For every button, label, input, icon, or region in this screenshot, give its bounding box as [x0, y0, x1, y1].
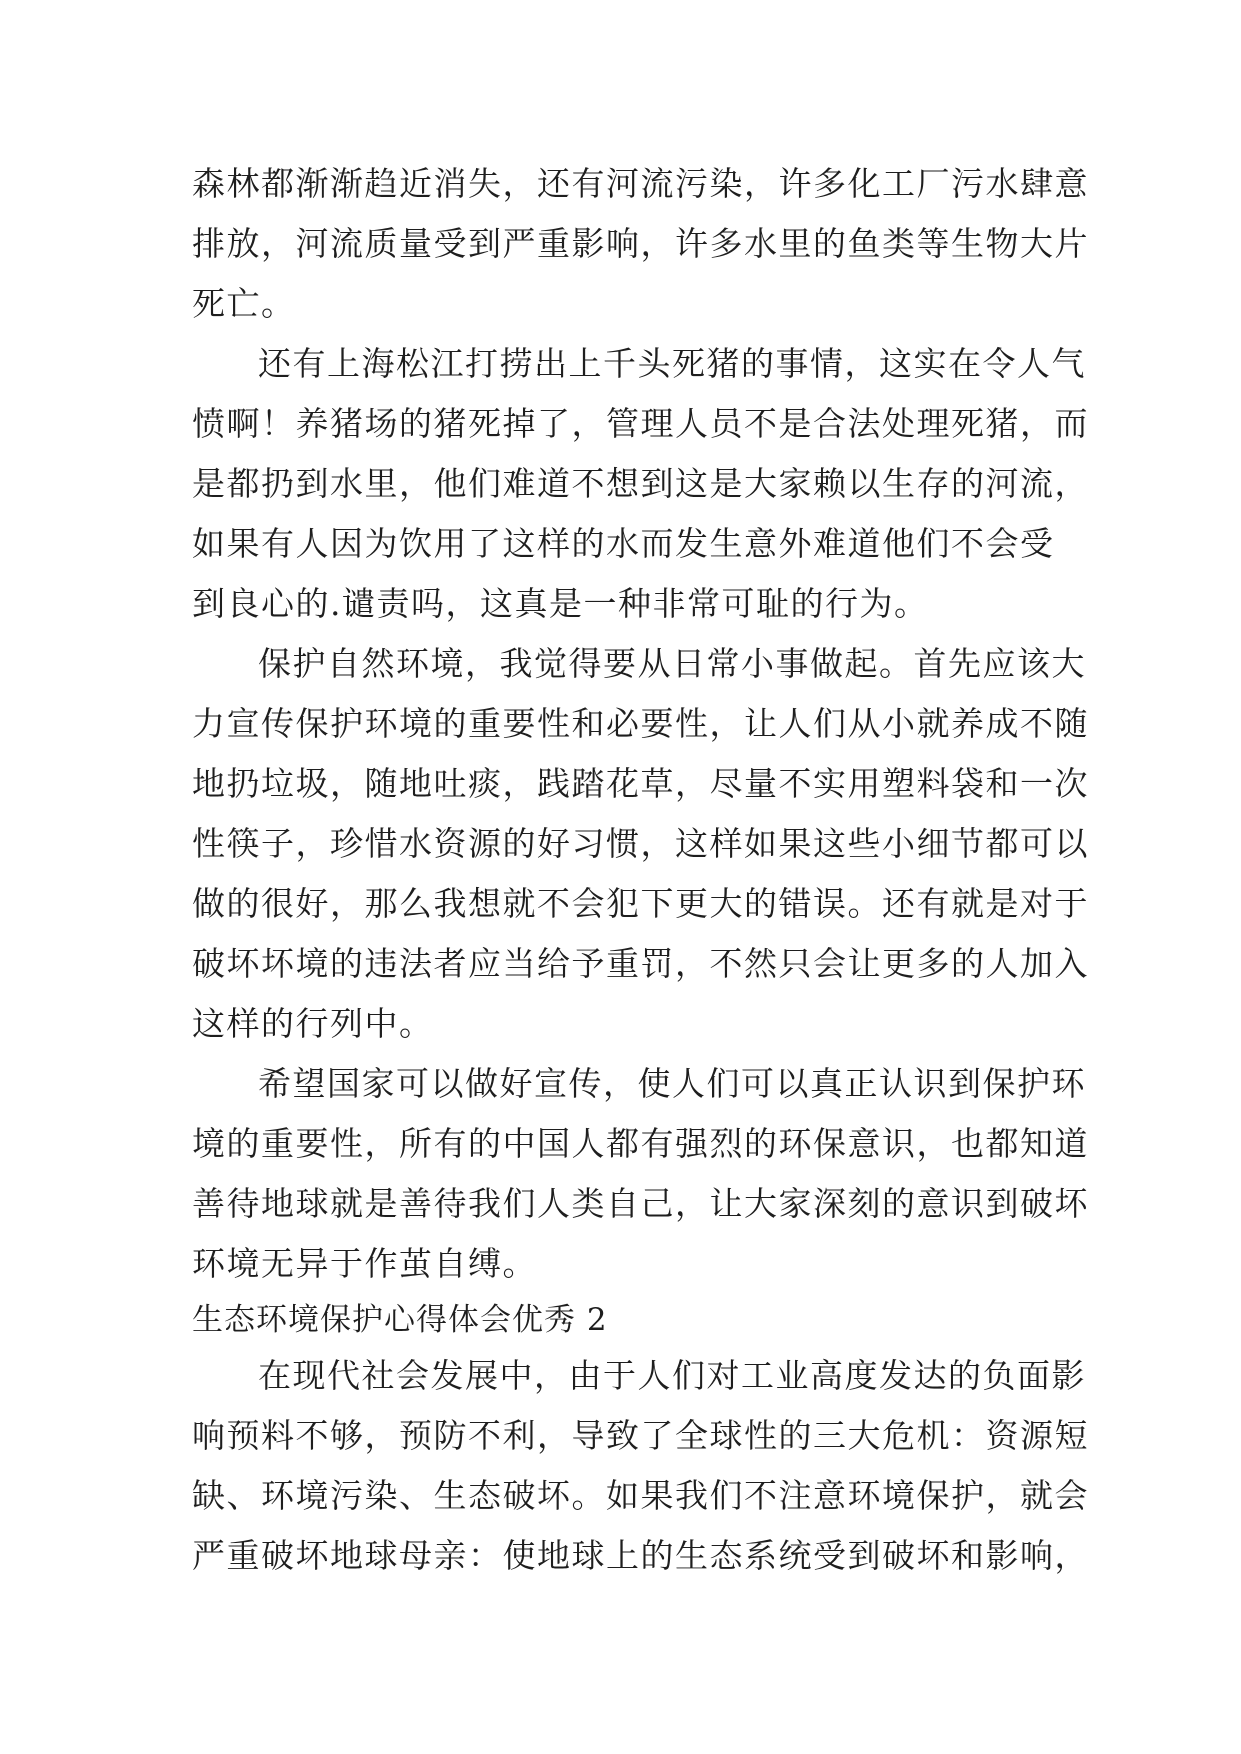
text-line: 到良心的.谴责吗，这真是一种非常可耻的行为。: [192, 584, 929, 623]
text-line: 希望国家可以做好宣传，使人们可以真正认识到保护环: [258, 1064, 1086, 1103]
text-line: 缺、环境污染、生态破坏。如果我们不注意环境保护，就会: [192, 1476, 1089, 1515]
text-line: 是都扔到水里，他们难道不想到这是大家赖以生存的河流，: [192, 464, 1089, 503]
text-line: 力宣传保护环境的重要性和必要性，让人们从小就养成不随: [192, 704, 1089, 743]
document-page: [192, 154, 1089, 1586]
paragraph-5: [192, 1346, 1089, 1586]
text-line: 地扔垃圾，随地吐痰，践踏花草，尽量不实用塑料袋和一次: [192, 764, 1089, 803]
section-heading: 生态环境保护心得体会优秀 2: [192, 1302, 608, 1338]
text-line: 还有上海松江打捞出上千头死猪的事情，这实在令人气: [258, 344, 1086, 383]
text-line: 死亡。: [192, 284, 296, 323]
text-line: 做的很好，那么我想就不会犯下更大的错误。还有就是对于: [192, 884, 1089, 923]
paragraph-1: [192, 154, 1089, 334]
text-line: 如果有人因为饮用了这样的水而发生意外难道他们不会受: [192, 524, 1055, 563]
text-line: 保护自然环境，我觉得要从日常小事做起。首先应该大: [258, 644, 1086, 683]
paragraph-4: [192, 1054, 1089, 1294]
paragraph-2: [192, 334, 1089, 634]
text-line: 善待地球就是善待我们人类自己，让大家深刻的意识到破坏: [192, 1184, 1089, 1223]
paragraph-3: [192, 634, 1089, 1054]
text-line: 森林都渐渐趋近消失，还有河流污染，许多化工厂污水肆意: [192, 164, 1089, 203]
text-line: 性筷子，珍惜水资源的好习惯，这样如果这些小细节都可以: [192, 824, 1089, 863]
text-line: 响预料不够，预防不利，导致了全球性的三大危机：资源短: [192, 1416, 1089, 1455]
text-line: 愤啊！养猪场的猪死掉了，管理人员不是合法处理死猪，而: [192, 404, 1089, 443]
text-line: 在现代社会发展中，由于人们对工业高度发达的负面影: [258, 1356, 1086, 1395]
text-line: 排放，河流质量受到严重影响，许多水里的鱼类等生物大片: [192, 224, 1089, 263]
text-line: 这样的行列中。: [192, 1004, 434, 1043]
text-line: 境的重要性，所有的中国人都有强烈的环保意识，也都知道: [192, 1124, 1089, 1163]
text-line: 破坏坏境的违法者应当给予重罚，不然只会让更多的人加入: [192, 944, 1089, 983]
text-line: 环境无异于作茧自缚。: [192, 1244, 537, 1283]
text-line: 严重破坏地球母亲：使地球上的生态系统受到破坏和影响，: [192, 1536, 1089, 1575]
